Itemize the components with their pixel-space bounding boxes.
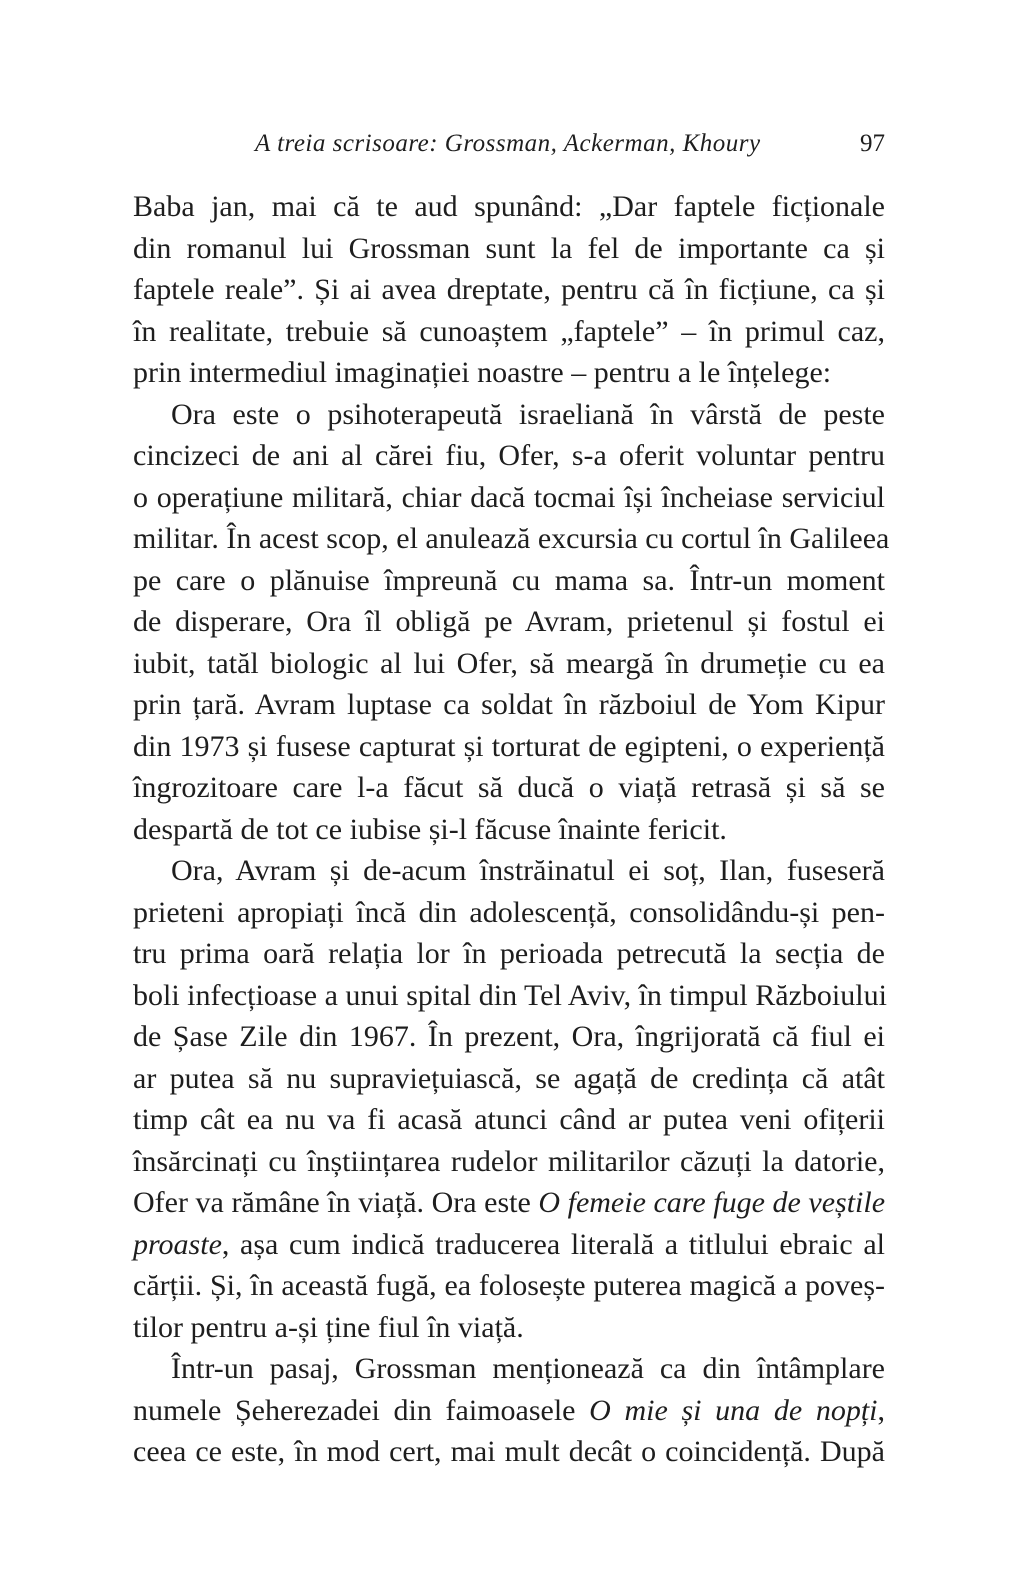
text-line: iubit, tatăl biologic al lui Ofer, să meargă în drumeție cu ea xyxy=(133,646,885,680)
body-text xyxy=(133,186,890,1473)
text-line: prin țară. Avram luptase ca soldat în războiul de Yom Kipur xyxy=(133,688,885,721)
text-line: Ora este o psihoterapeută israeliană în vârstă de peste xyxy=(171,397,885,431)
paragraph xyxy=(133,850,885,1348)
text-line: Într-un pasaj, Grossman menționează ca din întâmplare xyxy=(171,1352,885,1385)
text-line: tru prima oară relația lor în perioada petrecută la secția de xyxy=(133,937,885,970)
text-line xyxy=(133,1182,885,1224)
line-text: , xyxy=(877,1393,885,1427)
paragraph xyxy=(133,1348,885,1473)
text-line: timp cât ea nu va fi acasă atunci când ar putea veni ofițerii xyxy=(133,1103,885,1136)
text-line: ceea ce este, în mod cert, mai mult decât o coincidență. După xyxy=(133,1435,885,1468)
text-line: cărții. Și, în această fugă, ea folosește puterea magică a poveș- xyxy=(133,1269,885,1302)
text-line: cincizeci de ani al cărei fiu, Ofer, s-a oferit voluntar pentru xyxy=(133,439,885,472)
text-line: Baba jan, mai că te aud spunând: „Dar faptele ficționale xyxy=(133,190,885,223)
text-line: faptele reale”. Și ai avea dreptate, pentru că în ficțiune, ca și xyxy=(133,273,885,306)
page-number: 97 xyxy=(860,130,885,157)
text-line: Ora, Avram și de-acum înstrăinatul ei soț, Ilan, fuseseră xyxy=(171,854,885,887)
line-text: numele Șeherezadei din faimoasele xyxy=(133,1393,590,1427)
text-line: tilor pentru a-și ține fiul în viață. xyxy=(133,1310,524,1344)
line-text: Ofer va rămâne în viață. Ora este xyxy=(133,1186,539,1219)
text-line: ar putea să nu supraviețuiască, se agață de credința că atât xyxy=(133,1061,885,1095)
text-line xyxy=(133,1224,885,1266)
running-title: A treia scrisoare: Grossman, Ackerman, Khoury xyxy=(255,130,761,157)
italic-title: O mie și una de nopți xyxy=(589,1393,878,1427)
text-line: militar. În acest scop, el anulează excursia cu cortul în Galileea xyxy=(133,522,890,555)
text-line: o operațiune militară, chiar dacă tocmai își încheiase serviciul xyxy=(133,480,885,514)
text-line: de disperare, Ora îl obligă pe Avram, prietenul și fostul ei xyxy=(133,605,885,638)
text-line: pe care o plănuise împreună cu mama sa. Într-un moment xyxy=(133,563,885,597)
text-line: însărcinați cu înștiințarea rudelor militarilor căzuți la datorie, xyxy=(133,1144,885,1178)
paragraph xyxy=(133,186,885,394)
text-line: despartă de tot ce iubise și-l făcuse înainte fericit. xyxy=(133,812,727,846)
text-line: boli infecțioase a unui spital din Tel Aviv, în timpul Războiului xyxy=(133,978,887,1012)
paragraph xyxy=(133,394,890,851)
text-line: prieteni apropiați încă din adolescență, consolidându-și pen- xyxy=(133,895,885,929)
text-line: îngrozitoare care l-a făcut să ducă o viață retrasă și să se xyxy=(133,771,885,804)
text-line: în realitate, trebuie să cunoaștem „faptele” – în primul caz, xyxy=(133,314,885,348)
page-header xyxy=(133,130,885,166)
italic-title: proaste xyxy=(133,1227,222,1261)
line-text: , așa cum indică traducerea literală a titlului ebraic al xyxy=(221,1227,885,1261)
text-line xyxy=(133,1390,885,1432)
text-line: din 1973 și fusese capturat și torturat de egipteni, o experiență xyxy=(133,729,885,763)
italic-title: O femeie care fuge de veștile xyxy=(538,1186,886,1219)
text-line: de Șase Zile din 1967. În prezent, Ora, îngrijorată că fiul ei xyxy=(133,1020,885,1053)
text-line: din romanul lui Grossman sunt la fel de importante ca și xyxy=(133,231,885,265)
text-line: prin intermediul imaginației noastre – pentru a le înțelege: xyxy=(133,356,832,389)
